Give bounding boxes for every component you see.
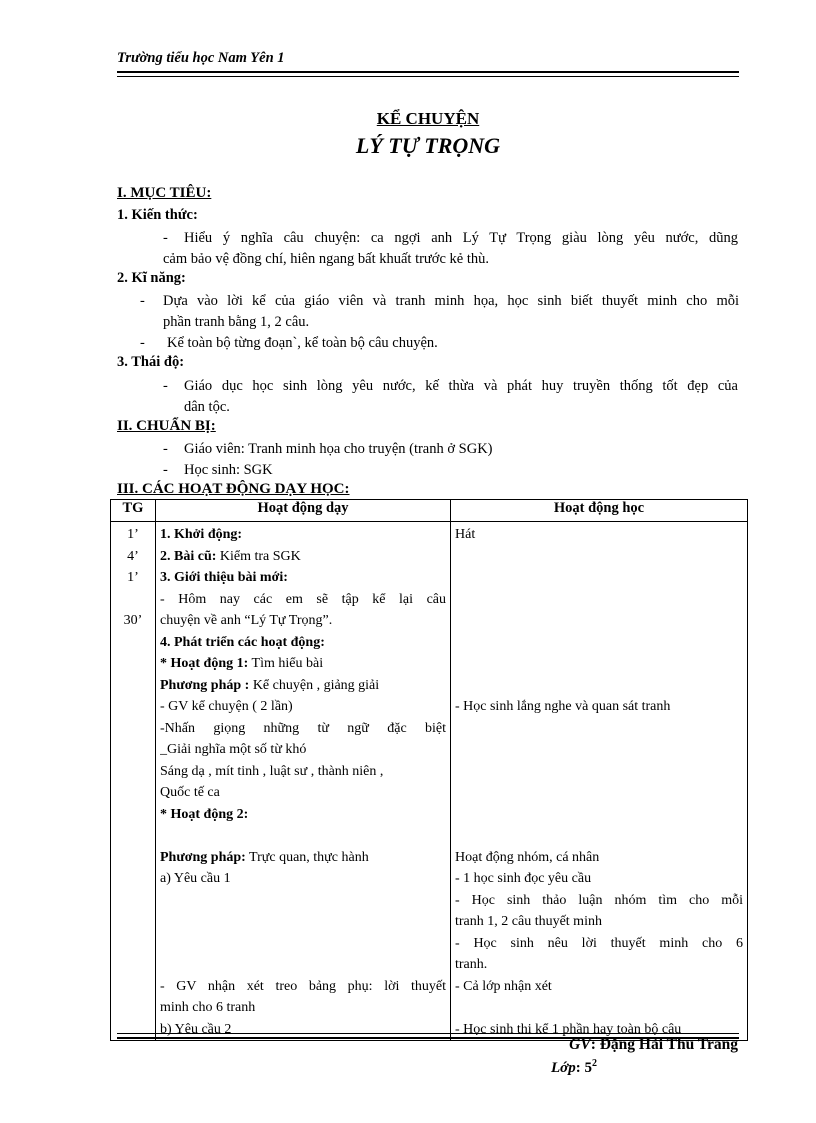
tg-value: 1’ — [127, 570, 139, 585]
bullet-dash: - — [163, 230, 168, 246]
lesson-title: LÝ TỰ TRỌNG — [355, 133, 501, 158]
teach-line: _Giải nghĩa một số từ khó — [160, 742, 307, 757]
teach-line: - GV kể chuyện ( 2 lần) — [160, 699, 293, 714]
learn-line: - Học sinh lắng nghe và quan sát tranh — [455, 699, 671, 714]
teach-line: chuyện về anh “Lý Tự Trọng”. — [160, 613, 333, 628]
class-label: Lớp: $5^2$ — [551, 1058, 597, 1076]
attitude-line-1: Giáo dục học sinh lòng yêu nước, kế thừa và phát huy truyền thống tốt đẹp của — [184, 378, 738, 394]
section-preparation-heading: II. CHUẨN BỊ: — [117, 418, 216, 434]
learn-line: Hoạt động nhóm, cá nhân — [455, 849, 600, 865]
bullet-dash: - — [140, 293, 145, 309]
attitude-heading: 3. Thái độ: — [117, 354, 185, 370]
teach-line: 4. Phát triển các hoạt động: — [160, 634, 325, 650]
footer-rule-thin — [117, 1033, 739, 1034]
section-activities-heading: III. CÁC HOẠT ĐỘNG DẠY HỌC: — [117, 481, 350, 497]
teach-line: * Hoạt động 2: — [160, 806, 249, 822]
skills-item-1-line-2: phần tranh bằng 1, 2 câu. — [163, 314, 310, 330]
learn-line: - Học sinh thi kể 1 phần hay toàn bộ câu — [455, 1021, 682, 1037]
learn-line: - Học sinh nêu lời thuyết minh cho 6 — [455, 935, 743, 951]
table-header-row — [111, 500, 748, 522]
preparation-teacher: Giáo viên: Tranh minh họa cho truyện (tranh ở SGK) — [184, 441, 493, 457]
learn-line: Hát — [455, 527, 476, 542]
bullet-dash: - — [163, 378, 168, 394]
teach-line: minh cho 6 tranh — [160, 1000, 256, 1015]
teach-line: - GV nhận xét treo bảng phụ: lời thuyết — [160, 978, 446, 994]
teach-line: - Hôm nay các em sẽ tập kể lại câu — [160, 591, 446, 607]
activities-table — [110, 499, 748, 1041]
preparation-student: Học sinh: SGK — [184, 462, 273, 478]
learn-line: - 1 học sinh đọc yêu cầu — [455, 871, 592, 886]
teach-line: 1. Khởi động: — [160, 527, 243, 542]
skills-item-2: Kể toàn bộ từng đoạn`, kể toàn bộ câu chuyện. — [167, 335, 438, 351]
header-rule-thin — [117, 76, 739, 77]
learn-cell — [451, 522, 748, 1041]
skills-heading: 2. Kĩ năng: — [117, 270, 186, 286]
teach-line: b) Yêu cầu 2 — [160, 1021, 232, 1037]
tg-value: 4’ — [127, 548, 139, 564]
teach-line: * Hoạt động 1: Tìm hiểu bài — [160, 656, 324, 671]
learn-line: tranh 1, 2 câu thuyết minh — [455, 914, 602, 929]
teach-line: Phương pháp : Kể chuyện , giảng giải — [160, 677, 380, 693]
knowledge-line-1: Hiểu ý nghĩa câu chuyện: ca ngợi anh Lý Tự Trọng giàu lòng yêu nước, dũng — [184, 230, 738, 246]
tg-value: 30’ — [123, 613, 143, 628]
tg-value: 1’ — [127, 527, 139, 542]
subject-title: KỂ CHUYỆN — [376, 109, 480, 128]
skills-item-1-line-1: Dựa vào lời kể của giáo viên và tranh minh họa, học sinh biết thuyết minh cho mỗi — [163, 293, 739, 309]
teach-line: Quốc tế ca — [160, 785, 220, 800]
teach-line: Phương pháp: Trực quan, thực hành — [160, 849, 369, 865]
teach-line: -Nhấn giọng những từ ngữ đặc biệt — [160, 720, 446, 736]
column-header-teach: Hoạt động dạy — [156, 500, 451, 522]
teach-line: Sáng dạ , mít tinh , luật sư , thành niên , — [160, 763, 384, 779]
teach-cell — [156, 522, 451, 1041]
attitude-line-2: dân tộc. — [184, 399, 230, 415]
teach-line: 3. Giới thiệu bài mới: — [160, 570, 288, 585]
teach-line: a) Yêu cầu 1 — [160, 871, 231, 886]
knowledge-heading: 1. Kiến thức: — [117, 207, 198, 223]
knowledge-line-2: cảm bảo vệ đồng chí, hiên ngang bất khuất trước kẻ thù. — [163, 251, 489, 267]
learn-line: - Học sinh thảo luận nhóm tìm cho mỗi — [455, 892, 743, 908]
tg-cell — [111, 522, 156, 1041]
column-header-learn: Hoạt động học — [451, 500, 748, 522]
table-row — [111, 522, 748, 1041]
bullet-dash: - — [163, 441, 168, 457]
section-objectives-heading: I. MỤC TIÊU: — [117, 185, 212, 201]
learn-line: tranh. — [455, 957, 488, 972]
header-rule-thick — [117, 71, 739, 73]
school-name: Trường tiểu học Nam Yên 1 — [117, 50, 285, 66]
teach-line: 2. Bài cũ: Kiểm tra SGK — [160, 548, 301, 564]
column-header-tg: TG — [111, 500, 156, 522]
bullet-dash: - — [140, 335, 145, 351]
learn-line: - Cả lớp nhận xét — [455, 978, 552, 994]
bullet-dash: - — [163, 462, 168, 478]
teacher-name: GV: Đặng Hải Thu Trang — [569, 1036, 738, 1053]
